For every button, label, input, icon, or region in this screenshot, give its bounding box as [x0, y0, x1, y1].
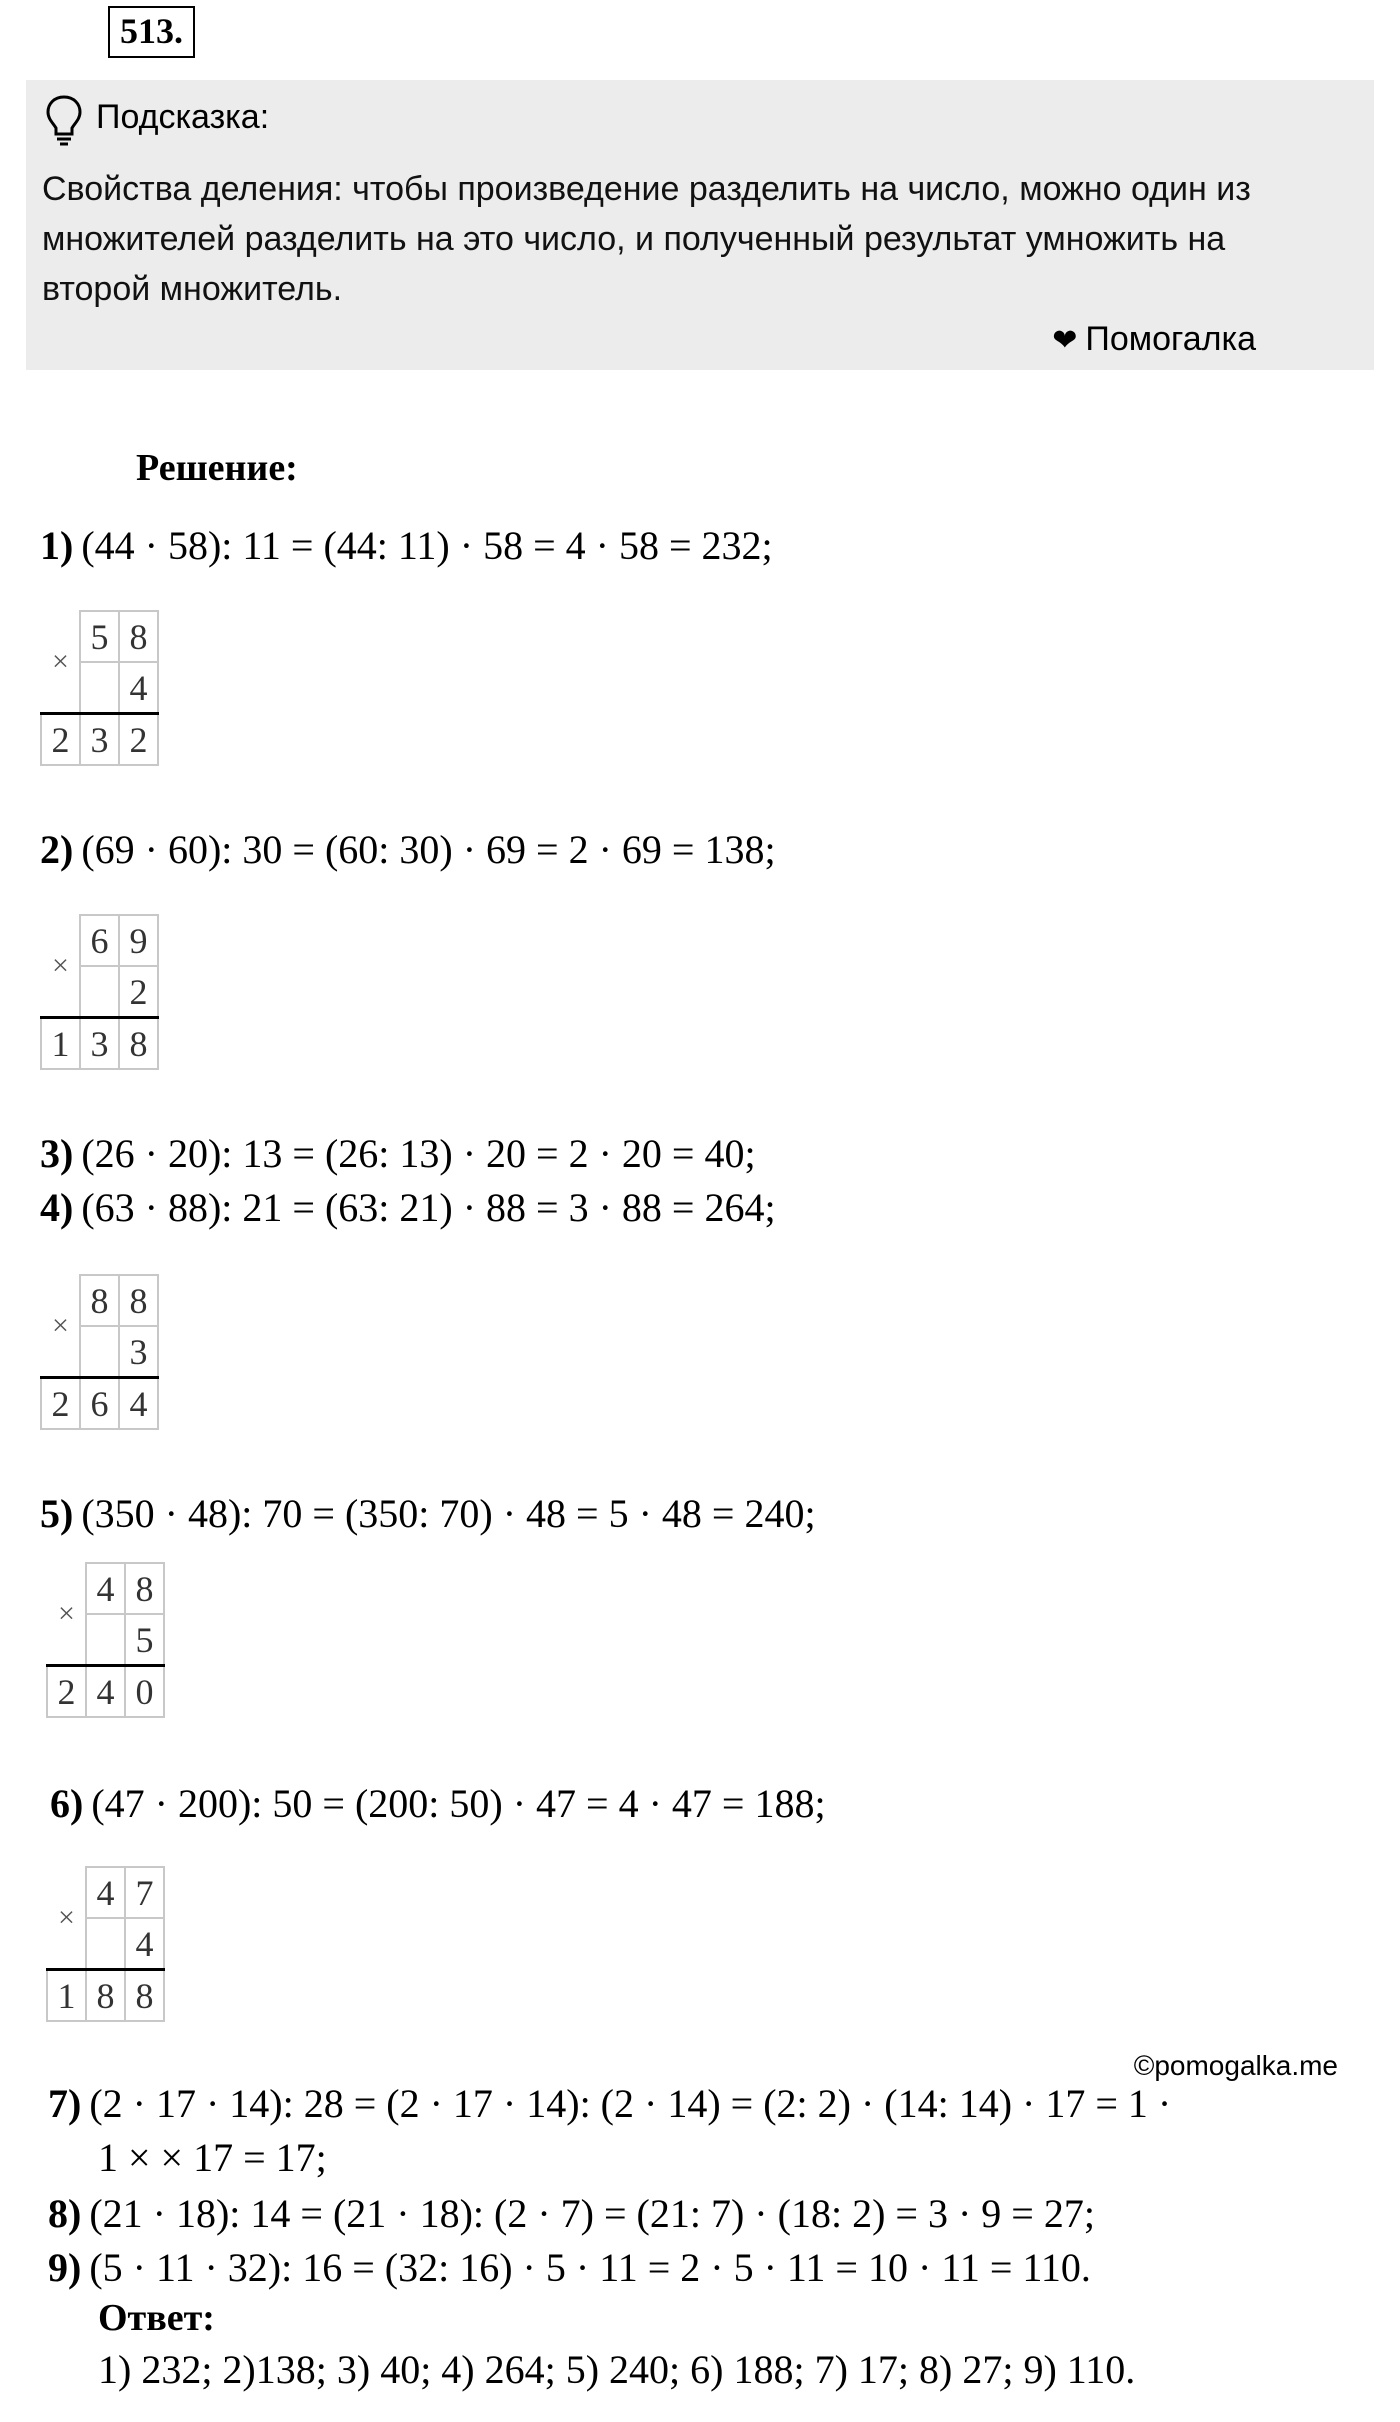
multiplication-grid-1: [40, 610, 159, 766]
line-expr: (69 · 60): 30 = (60: 30) · 69 = 2 · 69 = 138;: [81, 827, 776, 872]
digit: [86, 1918, 125, 1970]
digit: 8: [86, 1970, 125, 2022]
line-label: 5): [40, 1491, 74, 1536]
hint-title: Подсказка:: [96, 98, 270, 136]
digit: 4: [86, 1563, 125, 1614]
digit: 4: [125, 1918, 164, 1970]
lightbulb-icon: [44, 94, 84, 146]
line-expr: (5 · 11 · 32): 16 = (32: 16) · 5 · 11 = 2 · 5 · 11 = 10 · 11 = 110.: [89, 2245, 1091, 2290]
digit: 8: [125, 1563, 164, 1614]
line-expr: (47 · 200): 50 = (200: 50) · 47 = 4 · 47 = 188;: [91, 1781, 826, 1826]
heart-icon: ❤: [1052, 324, 1078, 357]
digit: 8: [119, 611, 158, 662]
brand-text: Помогалка: [1085, 320, 1256, 358]
solution-line-3: [40, 1130, 756, 1177]
solution-line-6: [50, 1780, 826, 1827]
digit: 5: [80, 611, 119, 662]
line-label: 6): [50, 1781, 84, 1826]
digit: 3: [80, 1018, 119, 1070]
digit: 8: [119, 1018, 158, 1070]
multiplication-grid-2: [40, 914, 159, 1070]
answer-title: Ответ:: [98, 2297, 215, 2339]
digit: 0: [125, 1666, 164, 1718]
solution-line-7-continued: 1 × × 17 = 17;: [98, 2135, 327, 2180]
line-label: 8): [48, 2191, 82, 2236]
solution-line-1: [40, 522, 773, 569]
line-expr: (26 · 20): 13 = (26: 13) · 20 = 2 · 20 = 40;: [81, 1131, 756, 1176]
solution-line-9: [48, 2244, 1091, 2291]
answer-text: 1) 232; 2)138; 3) 40; 4) 264; 5) 240; 6) 188; 7) 17; 8) 27; 9) 110.: [98, 2347, 1136, 2392]
digit: 9: [119, 915, 158, 966]
multiply-sign: ×: [41, 915, 80, 1018]
line-label: 3): [40, 1131, 74, 1176]
line-label: 2): [40, 827, 74, 872]
digit: [80, 966, 119, 1018]
digit: 8: [80, 1275, 119, 1326]
digit: 3: [80, 714, 119, 766]
solution-title: Решение:: [136, 447, 298, 489]
digit: 4: [86, 1666, 125, 1718]
line-label: 4): [40, 1185, 74, 1230]
digit: 1: [47, 1970, 86, 2022]
digit: 2: [119, 714, 158, 766]
solution-line-4: [40, 1184, 776, 1231]
digit: 5: [125, 1614, 164, 1666]
digit: 4: [86, 1867, 125, 1918]
hint-text: Свойства деления: чтобы произведение разделить на число, можно один из множителей разделить на это число, и полученный результат умножить на второй множитель.: [42, 170, 1251, 308]
digit: [86, 1614, 125, 1666]
multiplication-grid-3: [40, 1274, 159, 1430]
brand-label: [1052, 320, 1256, 359]
digit: 4: [119, 1378, 158, 1430]
multiply-sign: ×: [47, 1563, 86, 1666]
digit: 2: [119, 966, 158, 1018]
digit: 6: [80, 915, 119, 966]
solution-line-2: [40, 826, 776, 873]
digit: 2: [41, 714, 80, 766]
solution-line-7: [48, 2080, 1171, 2127]
digit: 3: [119, 1326, 158, 1378]
digit: 2: [41, 1378, 80, 1430]
solution-line-5: [40, 1490, 816, 1537]
line-expr: (21 · 18): 14 = (21 · 18): (2 · 7) = (21: 7) · (18: 2) = 3 · 9 = 27;: [89, 2191, 1095, 2236]
digit: 1: [41, 1018, 80, 1070]
multiply-sign: ×: [41, 611, 80, 714]
solution-line-8: [48, 2190, 1095, 2237]
line-expr: (44 · 58): 11 = (44: 11) · 58 = 4 · 58 = 232;: [81, 523, 773, 568]
multiply-sign: ×: [41, 1275, 80, 1378]
digit: 7: [125, 1867, 164, 1918]
digit: 8: [119, 1275, 158, 1326]
line-expr: (2 · 17 · 14): 28 = (2 · 17 · 14): (2 · 14) = (2: 2) · (14: 14) · 17 = 1 ·: [89, 2081, 1172, 2126]
hint-panel: [26, 80, 1374, 370]
line-expr: (63 · 88): 21 = (63: 21) · 88 = 3 · 88 = 264;: [81, 1185, 776, 1230]
digit: 4: [119, 662, 158, 714]
digit: [80, 662, 119, 714]
digit: [80, 1326, 119, 1378]
line-label: 1): [40, 523, 74, 568]
multiplication-grid-5: [46, 1866, 165, 2022]
multiply-sign: ×: [47, 1867, 86, 1970]
multiplication-grid-4: [46, 1562, 165, 1718]
digit: 6: [80, 1378, 119, 1430]
digit: 2: [47, 1666, 86, 1718]
task-number: 513.: [108, 6, 195, 58]
line-label: 9): [48, 2245, 82, 2290]
digit: 8: [125, 1970, 164, 2022]
watermark: ©pomogalka.me: [1133, 2050, 1338, 2081]
line-expr: (350 · 48): 70 = (350: 70) · 48 = 5 · 48 = 240;: [81, 1491, 816, 1536]
line-label: 7): [48, 2081, 82, 2126]
